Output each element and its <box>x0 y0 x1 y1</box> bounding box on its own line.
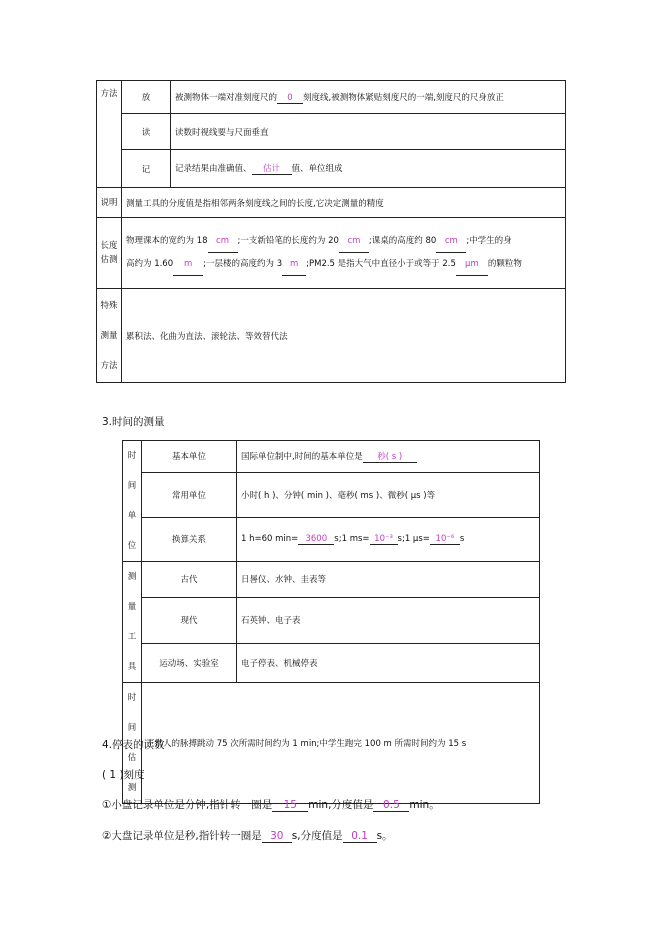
blank-second: 秒( s ) <box>363 450 417 463</box>
blank-small-circle: 15 <box>272 799 308 812</box>
blank-large-division: 0.1 <box>343 830 377 843</box>
modern-label: 现代 <box>142 597 237 643</box>
conversion-label: 换算关系 <box>142 517 237 561</box>
blank-estimate: 估计 <box>252 162 292 175</box>
length-estimate-label: 长度估测 <box>97 218 122 289</box>
explain-text: 测量工具的分度值是指相邻两条刻度线之间的长度,它决定测量的精度 <box>122 188 566 218</box>
lab-label: 运动场、实验室 <box>142 643 237 683</box>
place-text: 被测物体一端对准刻度尺的 0 刻度线,被测物体紧贴刻度尺的一端,刻度尺的尺身放正 <box>171 81 566 114</box>
time-estimate-label: 时间估测 <box>123 683 142 804</box>
time-tool-label: 测量工具 <box>123 562 142 683</box>
blank-small-division: 0.5 <box>373 799 409 812</box>
method-label: 方法 <box>97 81 122 188</box>
lab-text: 电子停表、机械停表 <box>237 643 540 683</box>
blank-zero: 0 <box>277 93 303 104</box>
common-unit-text: 小时( h )、分钟( min )、毫秒( ms )、微秒( μs )等 <box>237 472 540 517</box>
scale-label: ( 1 )刻度 <box>102 769 145 781</box>
explain-label: 说明 <box>97 188 122 218</box>
base-unit-label: 基本单位 <box>142 441 237 473</box>
ancient-label: 古代 <box>142 562 237 598</box>
section-4-title: 4.停表的读数 <box>102 739 165 751</box>
time-measurement-table <box>122 440 540 804</box>
place-label: 放 <box>122 81 171 114</box>
length-measurement-table <box>96 80 566 383</box>
base-unit-text: 国际单位制中,时间的基本单位是 秒( s ) <box>237 441 540 473</box>
conversion-text: 1 h=60 min= 3600 s;1 ms= 10⁻³ s;1 μs= 10⁻⁶ s <box>237 517 540 561</box>
record-label: 记 <box>122 150 171 188</box>
special-method-label: 特殊测量方法 <box>97 289 122 383</box>
ancient-text: 日晷仪、水钟、圭表等 <box>237 562 540 598</box>
read-text: 读数时视线要与尺面垂直 <box>171 114 566 150</box>
common-unit-label: 常用单位 <box>142 472 237 517</box>
length-estimate-text: 物理课本的宽约为 18 cm ;一支新铅笔的长度约为 20 cm ;课桌的高度约 80 cm ;中学生的身 高约为 1.60 m ;一层楼的高度约为 3 m ;PM2.5 是指大气中直径小于或等于 2.5 μm 的颗粒物 <box>122 218 566 289</box>
time-estimate-text: 正常人的脉搏跳动 75 次所需时间约为 1 min;中学生跑完 100 m 所需时间约为 15 s <box>142 683 540 804</box>
modern-text: 石英钟、电子表 <box>237 597 540 643</box>
section-3-title: 3.时间的测量 <box>102 416 165 428</box>
large-dial-line: ②大盘记录单位是秒,指针转一圈是 30 s,分度值是 0.1 s。 <box>102 830 393 842</box>
record-text: 记录结果由准确值、 估计 值、单位组成 <box>171 150 566 188</box>
read-label: 读 <box>122 114 171 150</box>
special-method-text: 累积法、化曲为直法、滚轮法、等效替代法 <box>122 289 566 383</box>
time-unit-label: 时间单位 <box>123 441 142 562</box>
small-dial-line: ①小盘记录单位是分钟,指针转一圈是 15 min,分度值是 0.5 min。 <box>102 799 440 811</box>
blank-large-circle: 30 <box>262 830 292 843</box>
